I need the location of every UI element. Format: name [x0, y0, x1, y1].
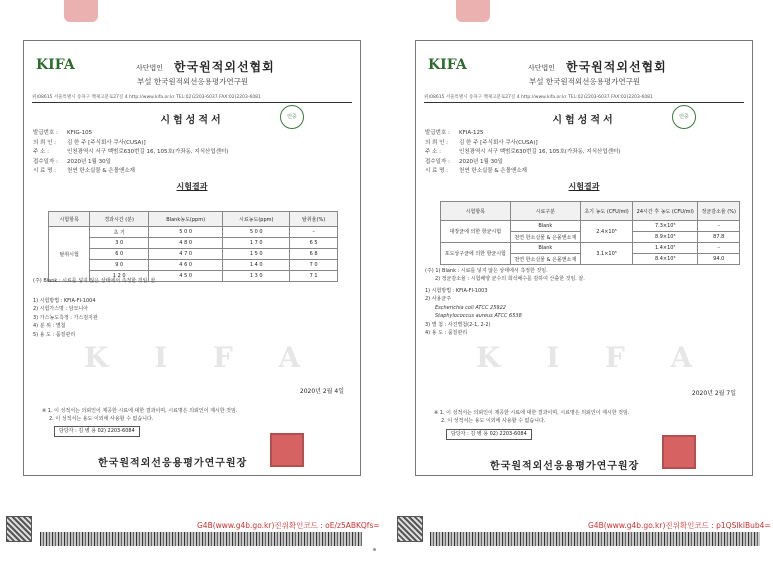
- table-cell: 1 2 0: [90, 271, 149, 282]
- signer-title: 한국원적외선응용평가연구원장: [490, 461, 640, 472]
- note-item: 1) 시험방법 : KFIA-FI-1004: [33, 298, 96, 304]
- kifa-logo: KIFA: [36, 57, 75, 73]
- address-line: 위)08615 서울특별시 송파구 백제고분로27길 4 http://www.kifa.or.kr TEL:02)2203-6037 FAX:02)2203-6081: [32, 94, 352, 103]
- table-header-row: [49, 212, 338, 227]
- top-seal-left: [64, 0, 98, 22]
- section-title-text: 시험결과: [568, 182, 600, 191]
- note-item: 4) 분 위 : 별첨: [33, 323, 66, 330]
- table-header: 시험항목: [441, 202, 511, 221]
- table-cell: 1 7 0: [223, 238, 290, 249]
- table-header: 초기 농도 (CFU/ml): [581, 202, 633, 221]
- doc-title: 시험성적서: [552, 115, 616, 126]
- table-cell: 4 8 0: [149, 238, 223, 249]
- table-row: [49, 227, 338, 238]
- note-item: 2) 시험가스명 : 암모니아: [33, 306, 89, 313]
- org-name: 한국원적외선협회: [566, 60, 667, 74]
- signer-title: 한국원적외선응용평가연구원장: [98, 458, 248, 469]
- org-prefix: 사단법인: [528, 64, 556, 72]
- certification-stamp: 인증: [280, 105, 304, 129]
- table-note: (주) Blank : 시료를 넣지 않은 상태에서 측정한 것임. 끝.: [33, 278, 157, 284]
- table-cell: 8.9×10³: [633, 232, 698, 243]
- table-cell: 2.4×10⁵: [581, 221, 633, 243]
- org-name: 한국원적외선협회: [174, 60, 275, 74]
- table-cell: 4 5 0: [149, 271, 223, 282]
- table-cell: 7.3×10⁵: [633, 221, 698, 232]
- org-subtitle: 부설 한국원적외선응용평가연구원: [137, 77, 249, 86]
- watermark: K I F A: [476, 341, 711, 374]
- issue-date: 2020년 2월 7일: [691, 390, 736, 397]
- meta-block: [425, 129, 620, 177]
- table-cell: 94.0: [698, 254, 740, 265]
- table-cell: 1 5 0: [223, 249, 290, 260]
- verification-code-right: G4B(www.g4b.go.kr)진위확인코드 : p1QSIklBub4=: [588, 521, 771, 530]
- meta-block: [33, 129, 228, 177]
- table-row: [441, 221, 740, 232]
- table-cell: –: [698, 221, 740, 232]
- meta-label: 시 료 명 :: [33, 168, 57, 175]
- table-cell: Blank: [510, 243, 580, 254]
- table-header: Blank농도(ppm): [149, 212, 223, 227]
- disclaimer-line: 2. 이 성적서는 용도 이외에 사용할 수 없습니다.: [441, 418, 546, 424]
- table-header: 시험항목: [49, 212, 90, 227]
- official-seal: [662, 435, 696, 469]
- note-item: 5) 용 도 : 품질관리: [33, 331, 76, 338]
- notes-list: [425, 287, 522, 337]
- table-cell: 87.8: [698, 232, 740, 243]
- top-seal-right: [456, 0, 490, 22]
- table-cell: 초 기: [90, 227, 149, 238]
- meta-label: 주 소 :: [33, 149, 49, 156]
- table-cell: 1 3 0: [223, 271, 290, 282]
- table-cell: 1.4×10⁵: [633, 243, 698, 254]
- disclaimer-line: ※ 1. 이 성적서는 의뢰인이 제공한 시료에 대한 결과이며, 시료명은 의뢰인이 제시한 것임.: [434, 410, 630, 416]
- stray-dot: [373, 548, 376, 551]
- disclaimer-line: ※ 1. 이 성적서는 의뢰인이 제공한 시료에 대한 결과이며, 시료명은 의뢰인이 제시한 것임.: [42, 408, 238, 414]
- qr-code-left: [6, 516, 32, 542]
- qr-code-right: [397, 516, 423, 542]
- section-title: [24, 181, 360, 192]
- meta-value: 김 한 주 [주식회사 쿠사(CUSA)]: [459, 139, 538, 146]
- table-row: [49, 260, 338, 271]
- meta-label: 접수일자 :: [33, 158, 58, 165]
- table-row: [49, 249, 338, 260]
- table-cell: 7 1: [290, 271, 338, 282]
- table-row: [441, 243, 740, 254]
- table-cell: Blank: [510, 221, 580, 232]
- meta-label: 시 료 명 :: [425, 168, 449, 175]
- notes-list: [33, 297, 98, 339]
- section-title: [416, 181, 752, 192]
- strain-item: Escherichia coli ATCC 25922: [435, 304, 506, 311]
- disclaimer: [42, 407, 237, 423]
- meta-label: 접수일자 :: [425, 158, 450, 165]
- issue-date: 2020년 2월 4일: [299, 388, 344, 395]
- table-cell: 5 0 0: [149, 227, 223, 238]
- certificate-1: [23, 40, 361, 476]
- meta-label: 발급번호 :: [33, 130, 58, 136]
- meta-value: 김 한 주 [주식회사 쿠사(CUSA)]: [67, 139, 146, 146]
- note-item: 3) 별 첨 : 사진별첨(2-1, 2-2): [425, 321, 491, 328]
- org-prefix: 사단법인: [136, 64, 164, 72]
- table-header: 탈취율(%): [290, 212, 338, 227]
- table-cell: 6 8: [290, 249, 338, 260]
- meta-value: KFIA-125: [459, 130, 484, 136]
- watermark: K I F A: [84, 341, 319, 374]
- meta-value: 천연 한소실물 & 은몰앤소재: [459, 168, 527, 175]
- table-cell: 8.4×10³: [633, 254, 698, 265]
- table-header: 시료농도(ppm): [223, 212, 290, 227]
- table-header: 경과시간 (분): [90, 212, 149, 227]
- disclaimer: [434, 409, 629, 425]
- results-table: [440, 201, 740, 265]
- official-seal: [270, 433, 304, 467]
- table-cell: 9 0: [90, 260, 149, 271]
- contact-box: 담당자 : 김 병 용 02) 2203-6084: [54, 426, 140, 437]
- table-cell: 4 6 0: [149, 260, 223, 271]
- certificate-2: [415, 40, 753, 476]
- meta-value: 2020년 1월 30일: [67, 158, 111, 165]
- table-row: [49, 238, 338, 249]
- meta-value: 인천광역시 서구 백범로630번길 16, 105호(가좌동, 지식산업센터): [459, 149, 621, 156]
- table-note: [425, 267, 585, 284]
- table-cell: 대장균에 의한 항균시험: [441, 221, 511, 243]
- meta-label: 주 소 :: [425, 149, 441, 156]
- section-title-text: 시험결과: [176, 182, 208, 191]
- table-header: 시료구분: [510, 202, 580, 221]
- note-item: 4) 용 도 : 품질관리: [425, 330, 468, 337]
- table-header: 정균감소율 (%): [698, 202, 740, 221]
- table-cell: –: [698, 243, 740, 254]
- table-cell: 포도상구균에 의한 항균시험: [441, 243, 511, 265]
- table-header: 24시간 후 농도 (CFU/ml): [633, 202, 698, 221]
- table-cell: 4 7 0: [149, 249, 223, 260]
- note-item: 3) 가스농도측정 : 가스검지관: [33, 314, 98, 321]
- disclaimer-line: 2. 이 성적서는 용도 이외에 사용할 수 없습니다.: [49, 416, 154, 422]
- table-cell: 7 0: [290, 260, 338, 271]
- table-cell: –: [290, 227, 338, 238]
- meta-value: 인천광역시 서구 백범로630번길 16, 105호(가좌동, 지식산업센터): [67, 149, 229, 156]
- org-subtitle: 부설 한국원적외선응용평가연구원: [529, 77, 641, 86]
- kifa-logo: KIFA: [428, 57, 467, 73]
- note-item: 2) 사용균주: [425, 296, 452, 303]
- address-line: 위)08615 서울특별시 송파구 백제고분로27길 4 http://www.kifa.or.kr TEL:02)2203-6037 FAX:02)2203-6081: [424, 94, 744, 103]
- table-cell: 5 0 0: [223, 227, 290, 238]
- contact-box: 담당자 : 김 병 용 02) 2203-6084: [446, 429, 532, 440]
- meta-label: 발급번호 :: [425, 130, 450, 136]
- table-cell: 탈취시험: [49, 227, 90, 282]
- certification-stamp: 인증: [672, 105, 696, 129]
- table-cell: 3.1×10⁵: [581, 243, 633, 265]
- meta-value: 2020년 1월 30일: [459, 158, 503, 165]
- table-note-line: 2) 정균감소율 : 시험배양 균수의 희석배수를 감하여 산출한 것임. 끝.: [435, 276, 585, 283]
- note-item: 1) 시험방법 : KFIA-FI-1003: [425, 288, 488, 294]
- table-cell: 천연 한소실물 & 은몰앤소재: [510, 254, 580, 265]
- meta-value: KFIG-105: [67, 130, 93, 136]
- table-cell: 1 4 0: [223, 260, 290, 271]
- verification-code-left: G4B(www.g4b.go.kr)진위확인코드 : oE/z5ABKQfs=: [197, 521, 380, 530]
- table-header-row: [441, 202, 740, 221]
- table-note-line: (주) 1) Blank : 시료를 넣지 않은 상태에서 측정한 것임.: [425, 268, 548, 274]
- results-table: [48, 211, 338, 282]
- barcode-left: [40, 532, 362, 546]
- table-cell: 6 5: [290, 238, 338, 249]
- doc-title: 시험성적서: [160, 115, 224, 126]
- meta-label: 의 뢰 인 :: [33, 139, 57, 146]
- strain-item: Staphylococcus aureus ATCC 6538: [435, 313, 522, 320]
- table-cell: 천연 한소실물 & 은몰앤소재: [510, 232, 580, 243]
- table-cell: 6 0: [90, 249, 149, 260]
- meta-value: 천연 한소실물 & 은몰앤소재: [67, 168, 135, 175]
- barcode-right: [430, 532, 760, 546]
- table-cell: 3 0: [90, 238, 149, 249]
- meta-label: 의 뢰 인 :: [425, 139, 449, 146]
